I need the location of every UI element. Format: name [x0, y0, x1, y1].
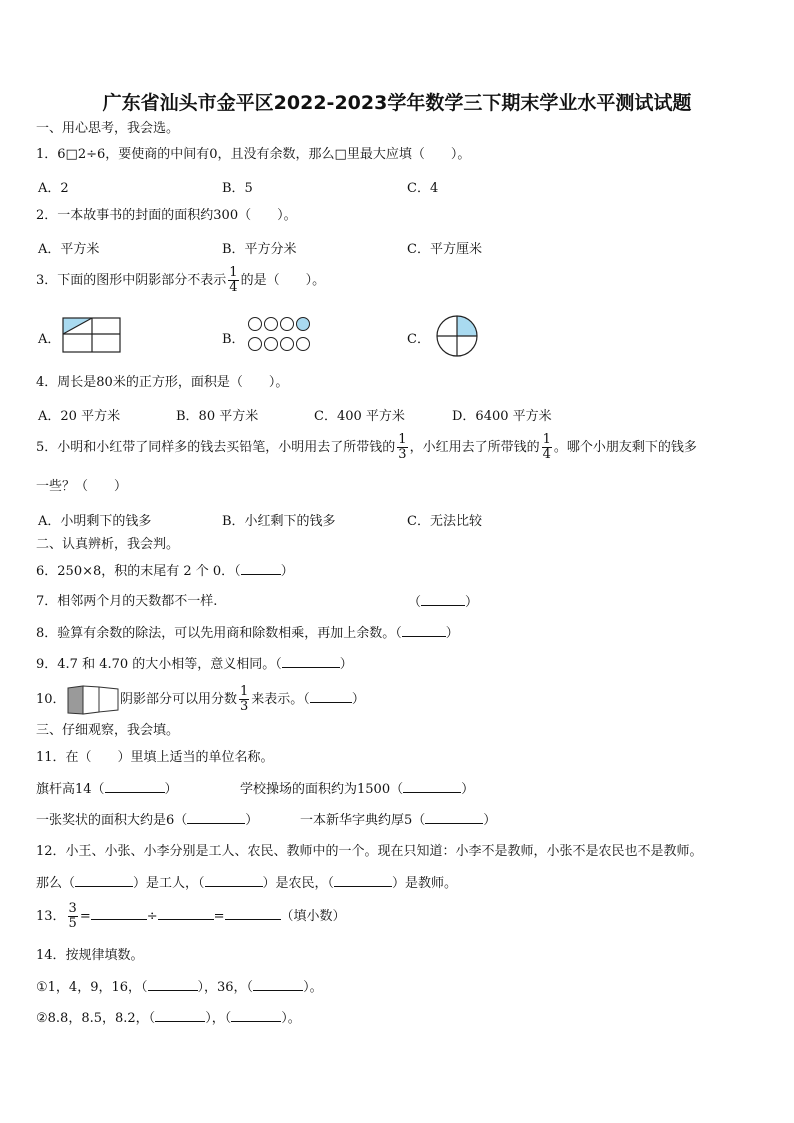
q12-blank-farmer[interactable] — [205, 874, 263, 887]
q6-close: ） — [280, 564, 294, 579]
q11-item-4-close: ） — [483, 813, 497, 828]
q8-close: ） — [445, 626, 459, 641]
q12-part-1: 那么（ — [36, 876, 76, 891]
q8-answer-blank[interactable] — [402, 624, 446, 637]
question-12: 12．小王、小张、小李分别是工人、农民、教师中的一个。现在只知道：小李不是教师，小张不是农民也不是教师。 — [36, 844, 703, 859]
q14-seq1-mid: ），36，（ — [197, 980, 254, 995]
q3-option-b[interactable]: B． — [222, 332, 245, 347]
question-9 — [36, 655, 353, 674]
q2-option-b[interactable]: B．平方分米 — [222, 242, 297, 257]
q10-suffix: 来表示。（ — [251, 692, 310, 707]
q3-fraction — [228, 266, 238, 295]
q8-text: 8．验算有余数的除法，可以先用商和除数相乘，再加上余数。（ — [36, 626, 402, 641]
q12-answers — [36, 874, 457, 893]
section-1-heading: 一、用心思考，我会选。 — [36, 121, 180, 136]
q10-close: ） — [351, 692, 365, 707]
q7-close: ） — [465, 595, 479, 610]
q13-blank-divisor[interactable] — [158, 907, 214, 920]
q12-part-2: ）是工人，（ — [133, 876, 205, 891]
question-7: 7．相邻两个月的天数都不一样. — [36, 594, 218, 609]
q4-option-d[interactable]: D．6400 平方米 — [452, 409, 552, 424]
question-4: 4．周长是80米的正方形，面积是（ ）。 — [36, 375, 289, 390]
q14-seq1-blank-2[interactable] — [253, 978, 303, 991]
q11-item-3-text: 一张奖状的面积大约是6（ — [36, 813, 188, 828]
q4-option-b[interactable]: B．80 平方米 — [176, 409, 259, 424]
q14-sequence-1 — [36, 978, 323, 997]
q10-fraction — [239, 685, 249, 714]
q13-suffix: （填小数） — [280, 909, 346, 924]
q9-answer-blank[interactable] — [282, 655, 340, 668]
q5-option-b[interactable]: B．小红剩下的钱多 — [222, 514, 336, 529]
q3-prefix: 3．下面的图形中阴影部分不表示 — [36, 273, 227, 288]
q11-item-1-blank[interactable] — [105, 780, 165, 793]
q7-open: （ — [408, 595, 422, 610]
q13-divide: ÷ — [146, 909, 158, 924]
q11-item-3-blank[interactable] — [187, 811, 245, 824]
question-11: 11．在（ ）里填上适当的单位名称。 — [36, 750, 274, 765]
question-6 — [36, 562, 294, 581]
q11-item-2-text: 学校操场的面积约为1500（ — [240, 782, 404, 797]
question-8 — [36, 624, 459, 643]
q10-middle: 阴影部分可以用分数 — [120, 692, 238, 707]
q9-text: 9．4.7 和 4.70 的大小相等，意义相同。（ — [36, 657, 282, 672]
q3-figure-c-circle — [435, 314, 479, 358]
q12-part-4: ）是教师。 — [392, 876, 458, 891]
question-5 — [36, 433, 697, 462]
q13-fraction — [68, 902, 78, 931]
q5-continuation: 一些？（ ） — [36, 479, 128, 494]
q11-item-2-blank[interactable] — [403, 780, 461, 793]
q4-option-a[interactable]: A．20 平方米 — [38, 409, 121, 424]
q1-option-a[interactable]: A．2 — [38, 181, 69, 196]
q11-item-1-close: ） — [164, 782, 178, 797]
q14-seq2-start: ②8.8，8.5，8.2，（ — [36, 1011, 156, 1026]
q11-item-4 — [300, 811, 496, 830]
q3-numerator: 1 — [229, 265, 238, 280]
q5-suffix: 。哪个小朋友剩下的钱多 — [553, 440, 697, 455]
q11-item-2 — [240, 780, 474, 799]
q10-denominator: 3 — [240, 699, 249, 714]
q3-suffix: 的是（ ）。 — [240, 273, 326, 288]
q14-seq2-end: ）。 — [281, 1011, 301, 1026]
question-14: 14．按规律填数。 — [36, 948, 144, 963]
q11-item-2-close: ） — [461, 782, 475, 797]
q5-numerator-1: 1 — [398, 432, 407, 447]
q14-seq2-blank-2[interactable] — [231, 1009, 281, 1022]
q11-item-1 — [36, 780, 178, 799]
q9-close: ） — [339, 657, 353, 672]
q13-equals-2: = — [213, 909, 225, 924]
q5-option-c[interactable]: C．无法比较 — [407, 514, 482, 529]
q14-seq2-mid: ），（ — [205, 1011, 232, 1026]
q10-numerator: 1 — [240, 684, 249, 699]
q5-numerator-2: 1 — [542, 432, 551, 447]
q3-option-a[interactable]: A． — [38, 332, 61, 347]
q10-figure-trapezoid — [66, 685, 120, 715]
q2-option-c[interactable]: C．平方厘米 — [407, 242, 482, 257]
q5-fraction-2 — [542, 433, 552, 462]
q13-denominator: 5 — [68, 916, 77, 931]
q6-text: 6．250×8，积的末尾有 2 个 0．（ — [36, 564, 241, 579]
question-13 — [36, 902, 346, 931]
q14-seq1-blank-1[interactable] — [148, 978, 198, 991]
q1-option-c[interactable]: C．4 — [407, 181, 439, 196]
q5-prefix: 5．小明和小红带了同样多的钱去买铅笔，小明用去了所带钱的 — [36, 440, 396, 455]
q3-figure-b-circles — [246, 315, 316, 355]
q11-item-4-blank[interactable] — [425, 811, 483, 824]
q13-blank-dividend[interactable] — [91, 907, 147, 920]
q6-answer-blank[interactable] — [241, 562, 281, 575]
q12-part-3: ）是农民，（ — [262, 876, 335, 891]
q13-numerator: 3 — [68, 901, 77, 916]
q14-seq1-end: ）。 — [303, 980, 323, 995]
question-1: 1．6□2÷6，要使商的中间有0，且没有余数，那么□里最大应填（ ）。 — [36, 147, 471, 162]
q11-item-3 — [36, 811, 258, 830]
q2-option-a[interactable]: A．平方米 — [38, 242, 100, 257]
section-3-heading: 三、仔细观察，我会填。 — [36, 723, 180, 738]
q7-answer-blank[interactable] — [421, 593, 465, 606]
q3-option-c[interactable]: C． — [407, 332, 430, 347]
q14-seq1-start: ①1，4，9，16，（ — [36, 980, 148, 995]
page-title: 广东省汕头市金平区2022-2023学年数学三下期末学业水平测试试题 — [102, 92, 692, 114]
question-10 — [120, 685, 365, 714]
question-10-number: 10． — [36, 692, 66, 707]
q4-option-c[interactable]: C．400 平方米 — [314, 409, 405, 424]
q10-answer-blank[interactable] — [310, 690, 352, 703]
q5-denominator-1: 3 — [398, 447, 407, 462]
section-2-heading: 二、认真辨析，我会判。 — [36, 537, 180, 552]
q5-middle: ，小红用去了所带钱的 — [409, 440, 540, 455]
q7-answer — [408, 593, 478, 612]
q5-denominator-2: 4 — [542, 447, 551, 462]
q3-denominator: 4 — [229, 280, 238, 295]
q13-number: 13． — [36, 909, 66, 924]
q3-figure-a-rectangle — [62, 317, 122, 354]
q13-equals-1: = — [79, 909, 91, 924]
q11-item-3-close: ） — [245, 813, 259, 828]
q14-sequence-2 — [36, 1009, 301, 1028]
q12-blank-teacher[interactable] — [334, 874, 392, 887]
q13-blank-decimal[interactable] — [225, 907, 281, 920]
q11-item-4-text: 一本新华字典约厚5（ — [300, 813, 426, 828]
q14-seq2-blank-1[interactable] — [155, 1009, 205, 1022]
q5-option-a[interactable]: A．小明剩下的钱多 — [38, 514, 152, 529]
question-3 — [36, 266, 325, 295]
q11-item-1-text: 旗杆高14（ — [36, 782, 105, 797]
q5-fraction-1 — [397, 433, 407, 462]
q12-blank-worker[interactable] — [75, 874, 133, 887]
q1-option-b[interactable]: B．5 — [222, 181, 253, 196]
question-2: 2．一本故事书的封面的面积约300（ ）。 — [36, 208, 297, 223]
